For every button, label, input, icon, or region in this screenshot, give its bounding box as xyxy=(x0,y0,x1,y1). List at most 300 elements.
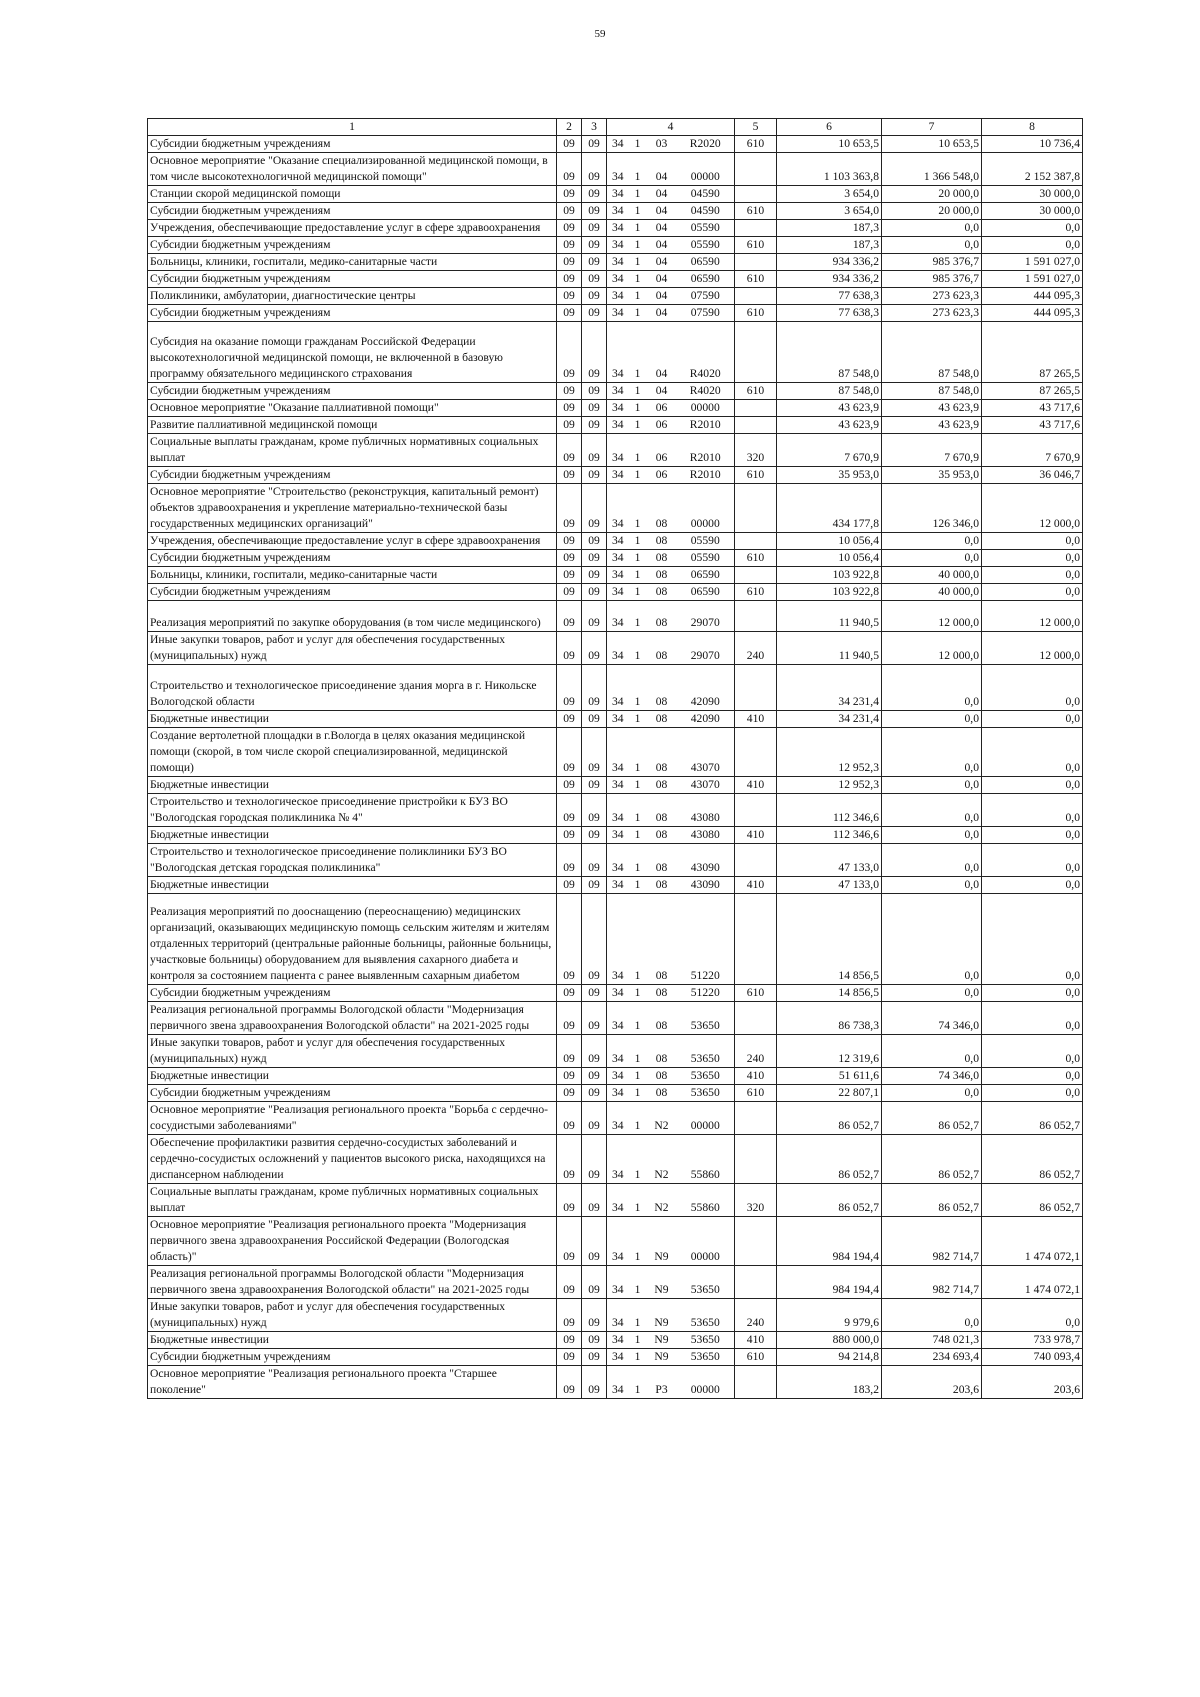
code-pr: 09 xyxy=(582,305,607,322)
amount-year-2: 20 000,0 xyxy=(882,186,982,203)
expense-type: 610 xyxy=(735,383,777,400)
code-rz: 09 xyxy=(557,1035,582,1068)
code-subprogram: 1 xyxy=(629,794,647,827)
code-pr: 09 xyxy=(582,417,607,434)
amount-year-1: 34 231,4 xyxy=(777,711,882,728)
expense-type xyxy=(735,894,777,985)
table-row xyxy=(148,434,1083,467)
amount-year-3: 0,0 xyxy=(982,1002,1083,1035)
row-name: Субсидии бюджетным учреждениям xyxy=(148,467,557,484)
code-rz: 09 xyxy=(557,632,582,665)
code-direction: 29070 xyxy=(677,601,735,632)
code-subprogram: 1 xyxy=(629,844,647,877)
expense-type: 610 xyxy=(735,985,777,1002)
code-program: 34 xyxy=(607,288,629,305)
code-subprogram: 1 xyxy=(629,400,647,417)
table-row xyxy=(148,417,1083,434)
row-name: Субсидии бюджетным учреждениям xyxy=(148,136,557,153)
code-program: 34 xyxy=(607,1135,629,1184)
code-program: 34 xyxy=(607,711,629,728)
code-rz: 09 xyxy=(557,1085,582,1102)
amount-year-3: 7 670,9 xyxy=(982,434,1083,467)
amount-year-1: 12 952,3 xyxy=(777,728,882,777)
code-rz: 09 xyxy=(557,827,582,844)
code-direction: 29070 xyxy=(677,632,735,665)
code-program: 34 xyxy=(607,383,629,400)
code-subprogram: 1 xyxy=(629,1349,647,1366)
code-event: 08 xyxy=(647,844,677,877)
code-program: 34 xyxy=(607,417,629,434)
code-pr: 09 xyxy=(582,1217,607,1266)
amount-year-1: 87 548,0 xyxy=(777,322,882,383)
row-name: Иные закупки товаров, работ и услуг для обеспечения государственных (муниципальных) нужд xyxy=(148,1299,557,1332)
amount-year-3: 740 093,4 xyxy=(982,1349,1083,1366)
row-name: Учреждения, обеспечивающие предоставление услуг в сфере здравоохранения xyxy=(148,533,557,550)
amount-year-2: 10 653,5 xyxy=(882,136,982,153)
row-name: Строительство и технологическое присоединение поликлиники БУЗ ВО "Вологодская детская городская поликлиника" xyxy=(148,844,557,877)
code-rz: 09 xyxy=(557,254,582,271)
amount-year-1: 934 336,2 xyxy=(777,254,882,271)
amount-year-1: 86 052,7 xyxy=(777,1135,882,1184)
amount-year-2: 0,0 xyxy=(882,550,982,567)
code-event: 04 xyxy=(647,186,677,203)
code-event: 06 xyxy=(647,417,677,434)
code-pr: 09 xyxy=(582,1035,607,1068)
expense-type xyxy=(735,1266,777,1299)
code-pr: 09 xyxy=(582,467,607,484)
code-rz: 09 xyxy=(557,711,582,728)
expense-type: 240 xyxy=(735,1299,777,1332)
table-row xyxy=(148,877,1083,894)
row-name: Субсидии бюджетным учреждениям xyxy=(148,1349,557,1366)
code-subprogram: 1 xyxy=(629,186,647,203)
code-subprogram: 1 xyxy=(629,237,647,254)
amount-year-2: 74 346,0 xyxy=(882,1068,982,1085)
code-subprogram: 1 xyxy=(629,584,647,601)
amount-year-3: 0,0 xyxy=(982,220,1083,237)
code-subprogram: 1 xyxy=(629,1085,647,1102)
amount-year-1: 103 922,8 xyxy=(777,584,882,601)
table-body xyxy=(148,136,1083,1399)
amount-year-2: 40 000,0 xyxy=(882,567,982,584)
code-event: N9 xyxy=(647,1266,677,1299)
expense-type xyxy=(735,254,777,271)
expense-type xyxy=(735,220,777,237)
code-program: 34 xyxy=(607,601,629,632)
code-event: N2 xyxy=(647,1184,677,1217)
code-subprogram: 1 xyxy=(629,827,647,844)
amount-year-2: 0,0 xyxy=(882,665,982,711)
amount-year-2: 0,0 xyxy=(882,728,982,777)
code-rz: 09 xyxy=(557,1217,582,1266)
amount-year-3: 444 095,3 xyxy=(982,288,1083,305)
amount-year-1: 43 623,9 xyxy=(777,417,882,434)
code-subprogram: 1 xyxy=(629,1135,647,1184)
expense-type xyxy=(735,400,777,417)
code-program: 34 xyxy=(607,777,629,794)
expense-type: 410 xyxy=(735,711,777,728)
code-program: 34 xyxy=(607,728,629,777)
row-name: Создание вертолетной площадки в г.Вологда в целях оказания медицинской помощи (скорой, в том числе скорой специализированной, медицинской помощи) xyxy=(148,728,557,777)
amount-year-1: 12 319,6 xyxy=(777,1035,882,1068)
code-rz: 09 xyxy=(557,1135,582,1184)
code-event: 08 xyxy=(647,584,677,601)
amount-year-2: 40 000,0 xyxy=(882,584,982,601)
amount-year-2: 0,0 xyxy=(882,533,982,550)
page-number: 59 xyxy=(594,28,606,40)
amount-year-1: 187,3 xyxy=(777,237,882,254)
code-program: 34 xyxy=(607,400,629,417)
code-program: 34 xyxy=(607,533,629,550)
amount-year-1: 187,3 xyxy=(777,220,882,237)
code-pr: 09 xyxy=(582,1102,607,1135)
table-row xyxy=(148,237,1083,254)
amount-year-2: 748 021,3 xyxy=(882,1332,982,1349)
code-program: 34 xyxy=(607,794,629,827)
code-pr: 09 xyxy=(582,985,607,1002)
code-direction: 53650 xyxy=(677,1332,735,1349)
code-direction: 07590 xyxy=(677,288,735,305)
amount-year-3: 12 000,0 xyxy=(982,601,1083,632)
code-pr: 09 xyxy=(582,894,607,985)
code-rz: 09 xyxy=(557,567,582,584)
code-pr: 09 xyxy=(582,567,607,584)
amount-year-3: 0,0 xyxy=(982,711,1083,728)
code-event: 04 xyxy=(647,322,677,383)
code-direction: 53650 xyxy=(677,1085,735,1102)
amount-year-1: 11 940,5 xyxy=(777,632,882,665)
amount-year-1: 9 979,6 xyxy=(777,1299,882,1332)
code-direction: 42090 xyxy=(677,711,735,728)
code-pr: 09 xyxy=(582,877,607,894)
code-event: 08 xyxy=(647,665,677,711)
code-subprogram: 1 xyxy=(629,1102,647,1135)
code-event: 06 xyxy=(647,400,677,417)
code-direction: R2010 xyxy=(677,434,735,467)
code-program: 34 xyxy=(607,1349,629,1366)
expense-type: 610 xyxy=(735,237,777,254)
code-direction: 51220 xyxy=(677,894,735,985)
amount-year-1: 77 638,3 xyxy=(777,305,882,322)
code-event: 08 xyxy=(647,601,677,632)
header-col-5: 5 xyxy=(735,119,777,136)
code-program: 34 xyxy=(607,322,629,383)
code-subprogram: 1 xyxy=(629,877,647,894)
code-pr: 09 xyxy=(582,1299,607,1332)
expense-type xyxy=(735,484,777,533)
expense-type xyxy=(735,728,777,777)
expense-type: 610 xyxy=(735,1085,777,1102)
code-direction: 51220 xyxy=(677,985,735,1002)
code-subprogram: 1 xyxy=(629,728,647,777)
code-event: 04 xyxy=(647,288,677,305)
code-event: N9 xyxy=(647,1299,677,1332)
code-rz: 09 xyxy=(557,1299,582,1332)
amount-year-2: 43 623,9 xyxy=(882,400,982,417)
code-program: 34 xyxy=(607,632,629,665)
code-event: 04 xyxy=(647,271,677,288)
code-rz: 09 xyxy=(557,894,582,985)
table-row xyxy=(148,827,1083,844)
code-pr: 09 xyxy=(582,794,607,827)
row-name: Реализация мероприятий по дооснащению (переоснащению) медицинских организаций, оказывающих медицинскую помощь сельским жителям и жителям отдаленных территорий (центральные районные больницы, районные больницы, участковые больницы) оборудованием для выявления сахарного диабета и контроля за состоянием пациента с ранее выявленным сахарным диабетом xyxy=(148,894,557,985)
code-pr: 09 xyxy=(582,827,607,844)
code-direction: 06590 xyxy=(677,254,735,271)
amount-year-3: 0,0 xyxy=(982,777,1083,794)
amount-year-1: 12 952,3 xyxy=(777,777,882,794)
row-name: Субсидии бюджетным учреждениям xyxy=(148,383,557,400)
code-event: 08 xyxy=(647,1085,677,1102)
amount-year-1: 984 194,4 xyxy=(777,1217,882,1266)
code-direction: R2010 xyxy=(677,467,735,484)
amount-year-1: 7 670,9 xyxy=(777,434,882,467)
table-row xyxy=(148,484,1083,533)
code-program: 34 xyxy=(607,985,629,1002)
code-pr: 09 xyxy=(582,632,607,665)
amount-year-2: 74 346,0 xyxy=(882,1002,982,1035)
code-pr: 09 xyxy=(582,1266,607,1299)
row-name: Субсидии бюджетным учреждениям xyxy=(148,550,557,567)
code-direction: 55860 xyxy=(677,1184,735,1217)
expense-type xyxy=(735,533,777,550)
code-subprogram: 1 xyxy=(629,322,647,383)
code-program: 34 xyxy=(607,877,629,894)
code-event: 08 xyxy=(647,484,677,533)
table-row xyxy=(148,305,1083,322)
code-subprogram: 1 xyxy=(629,254,647,271)
code-pr: 09 xyxy=(582,1366,607,1399)
header-col-7: 7 xyxy=(882,119,982,136)
amount-year-3: 0,0 xyxy=(982,1299,1083,1332)
table-row xyxy=(148,203,1083,220)
code-rz: 09 xyxy=(557,877,582,894)
expense-type xyxy=(735,1102,777,1135)
code-rz: 09 xyxy=(557,794,582,827)
code-direction: 53650 xyxy=(677,1002,735,1035)
amount-year-3: 0,0 xyxy=(982,665,1083,711)
code-direction: 05590 xyxy=(677,533,735,550)
header-col-3: 3 xyxy=(582,119,607,136)
table-row xyxy=(148,271,1083,288)
amount-year-2: 12 000,0 xyxy=(882,601,982,632)
code-subprogram: 1 xyxy=(629,1366,647,1399)
table-row xyxy=(148,467,1083,484)
amount-year-3: 0,0 xyxy=(982,550,1083,567)
table-row xyxy=(148,533,1083,550)
code-subprogram: 1 xyxy=(629,533,647,550)
code-subprogram: 1 xyxy=(629,665,647,711)
amount-year-3: 203,6 xyxy=(982,1366,1083,1399)
amount-year-3: 0,0 xyxy=(982,237,1083,254)
expense-type: 320 xyxy=(735,1184,777,1217)
amount-year-3: 1 474 072,1 xyxy=(982,1266,1083,1299)
code-pr: 09 xyxy=(582,271,607,288)
code-subprogram: 1 xyxy=(629,434,647,467)
amount-year-1: 112 346,6 xyxy=(777,794,882,827)
code-rz: 09 xyxy=(557,550,582,567)
code-subprogram: 1 xyxy=(629,985,647,1002)
code-event: 08 xyxy=(647,985,677,1002)
code-rz: 09 xyxy=(557,400,582,417)
expense-type xyxy=(735,1366,777,1399)
expense-type xyxy=(735,1217,777,1266)
code-program: 34 xyxy=(607,254,629,271)
amount-year-1: 103 922,8 xyxy=(777,567,882,584)
code-subprogram: 1 xyxy=(629,601,647,632)
code-event: 04 xyxy=(647,237,677,254)
row-name: Основное мероприятие "Оказание специализированной медицинской помощи, в том числе высокотехнологичной медицинской помощи" xyxy=(148,153,557,186)
amount-year-3: 0,0 xyxy=(982,1085,1083,1102)
amount-year-2: 0,0 xyxy=(882,827,982,844)
code-subprogram: 1 xyxy=(629,550,647,567)
code-event: 08 xyxy=(647,1035,677,1068)
amount-year-3: 86 052,7 xyxy=(982,1102,1083,1135)
amount-year-3: 0,0 xyxy=(982,985,1083,1002)
code-pr: 09 xyxy=(582,1135,607,1184)
amount-year-3: 86 052,7 xyxy=(982,1135,1083,1184)
code-direction: 53650 xyxy=(677,1299,735,1332)
code-event: 04 xyxy=(647,305,677,322)
amount-year-1: 3 654,0 xyxy=(777,186,882,203)
code-event: 08 xyxy=(647,894,677,985)
table-row xyxy=(148,254,1083,271)
expense-type: 610 xyxy=(735,467,777,484)
code-pr: 09 xyxy=(582,1332,607,1349)
code-rz: 09 xyxy=(557,1102,582,1135)
code-program: 34 xyxy=(607,136,629,153)
amount-year-3: 87 265,5 xyxy=(982,383,1083,400)
code-event: 04 xyxy=(647,153,677,186)
code-direction: 07590 xyxy=(677,305,735,322)
amount-year-3: 12 000,0 xyxy=(982,484,1083,533)
expense-type: 610 xyxy=(735,1349,777,1366)
expense-type xyxy=(735,844,777,877)
amount-year-1: 43 623,9 xyxy=(777,400,882,417)
code-subprogram: 1 xyxy=(629,1068,647,1085)
amount-year-1: 94 214,8 xyxy=(777,1349,882,1366)
expense-type xyxy=(735,794,777,827)
code-program: 34 xyxy=(607,305,629,322)
code-pr: 09 xyxy=(582,777,607,794)
code-direction: 05590 xyxy=(677,237,735,254)
code-rz: 09 xyxy=(557,601,582,632)
row-name: Иные закупки товаров, работ и услуг для обеспечения государственных (муниципальных) нужд xyxy=(148,632,557,665)
amount-year-3: 43 717,6 xyxy=(982,400,1083,417)
expense-type: 610 xyxy=(735,550,777,567)
row-name: Развитие паллиативной медицинской помощи xyxy=(148,417,557,434)
amount-year-1: 87 548,0 xyxy=(777,383,882,400)
amount-year-2: 985 376,7 xyxy=(882,271,982,288)
row-name: Субсидии бюджетным учреждениям xyxy=(148,305,557,322)
row-name: Больницы, клиники, госпитали, медико-санитарные части xyxy=(148,254,557,271)
table-row xyxy=(148,1332,1083,1349)
amount-year-3: 0,0 xyxy=(982,1035,1083,1068)
code-rz: 09 xyxy=(557,1266,582,1299)
table-row xyxy=(148,186,1083,203)
code-pr: 09 xyxy=(582,136,607,153)
code-direction: 00000 xyxy=(677,1366,735,1399)
code-direction: 05590 xyxy=(677,550,735,567)
code-direction: R2020 xyxy=(677,136,735,153)
amount-year-2: 86 052,7 xyxy=(882,1102,982,1135)
code-subprogram: 1 xyxy=(629,136,647,153)
code-pr: 09 xyxy=(582,153,607,186)
amount-year-2: 86 052,7 xyxy=(882,1184,982,1217)
code-program: 34 xyxy=(607,894,629,985)
code-program: 34 xyxy=(607,665,629,711)
code-event: N2 xyxy=(647,1102,677,1135)
code-rz: 09 xyxy=(557,203,582,220)
code-pr: 09 xyxy=(582,601,607,632)
code-pr: 09 xyxy=(582,1002,607,1035)
expense-type xyxy=(735,1002,777,1035)
code-direction: 43090 xyxy=(677,844,735,877)
expense-type: 410 xyxy=(735,1068,777,1085)
code-direction: 43070 xyxy=(677,728,735,777)
code-event: 08 xyxy=(647,632,677,665)
expense-type xyxy=(735,601,777,632)
amount-year-2: 985 376,7 xyxy=(882,254,982,271)
code-rz: 09 xyxy=(557,777,582,794)
table-row xyxy=(148,1002,1083,1035)
table-row xyxy=(148,601,1083,632)
amount-year-3: 1 591 027,0 xyxy=(982,254,1083,271)
code-direction: 42090 xyxy=(677,665,735,711)
code-subprogram: 1 xyxy=(629,417,647,434)
row-name: Бюджетные инвестиции xyxy=(148,827,557,844)
row-name: Реализация региональной программы Вологодской области "Модернизация первичного звена здравоохранения Вологодской области" на 2021-2025 годы xyxy=(148,1266,557,1299)
expense-type xyxy=(735,186,777,203)
expense-type xyxy=(735,153,777,186)
code-pr: 09 xyxy=(582,1085,607,1102)
code-direction: R4020 xyxy=(677,322,735,383)
code-event: 08 xyxy=(647,728,677,777)
amount-year-1: 47 133,0 xyxy=(777,877,882,894)
amount-year-1: 183,2 xyxy=(777,1366,882,1399)
code-pr: 09 xyxy=(582,550,607,567)
amount-year-1: 934 336,2 xyxy=(777,271,882,288)
row-name: Основное мероприятие "Строительство (реконструкция, капитальный ремонт) объектов здравоохранения и укрепление материально-технической базы государственных медицинских организаций" xyxy=(148,484,557,533)
amount-year-2: 982 714,7 xyxy=(882,1217,982,1266)
code-subprogram: 1 xyxy=(629,632,647,665)
amount-year-2: 203,6 xyxy=(882,1366,982,1399)
amount-year-2: 0,0 xyxy=(882,877,982,894)
code-program: 34 xyxy=(607,1035,629,1068)
amount-year-1: 984 194,4 xyxy=(777,1266,882,1299)
amount-year-2: 0,0 xyxy=(882,794,982,827)
row-name: Строительство и технологическое присоединение здания морга в г. Никольске Вологодской области xyxy=(148,665,557,711)
code-rz: 09 xyxy=(557,1184,582,1217)
code-direction: 53650 xyxy=(677,1266,735,1299)
code-rz: 09 xyxy=(557,322,582,383)
code-direction: R4020 xyxy=(677,383,735,400)
row-name: Основное мероприятие "Оказание паллиативной помощи" xyxy=(148,400,557,417)
code-pr: 09 xyxy=(582,665,607,711)
amount-year-2: 86 052,7 xyxy=(882,1135,982,1184)
code-program: 34 xyxy=(607,1102,629,1135)
amount-year-1: 86 738,3 xyxy=(777,1002,882,1035)
code-pr: 09 xyxy=(582,322,607,383)
amount-year-3: 444 095,3 xyxy=(982,305,1083,322)
row-name: Основное мероприятие "Реализация регионального проекта "Модернизация первичного звена здравоохранения Российской Федерации (Вологодская область)" xyxy=(148,1217,557,1266)
code-direction: 53650 xyxy=(677,1035,735,1068)
expense-type: 240 xyxy=(735,632,777,665)
code-rz: 09 xyxy=(557,844,582,877)
code-pr: 09 xyxy=(582,383,607,400)
amount-year-3: 1 474 072,1 xyxy=(982,1217,1083,1266)
code-rz: 09 xyxy=(557,484,582,533)
table-row xyxy=(148,1135,1083,1184)
